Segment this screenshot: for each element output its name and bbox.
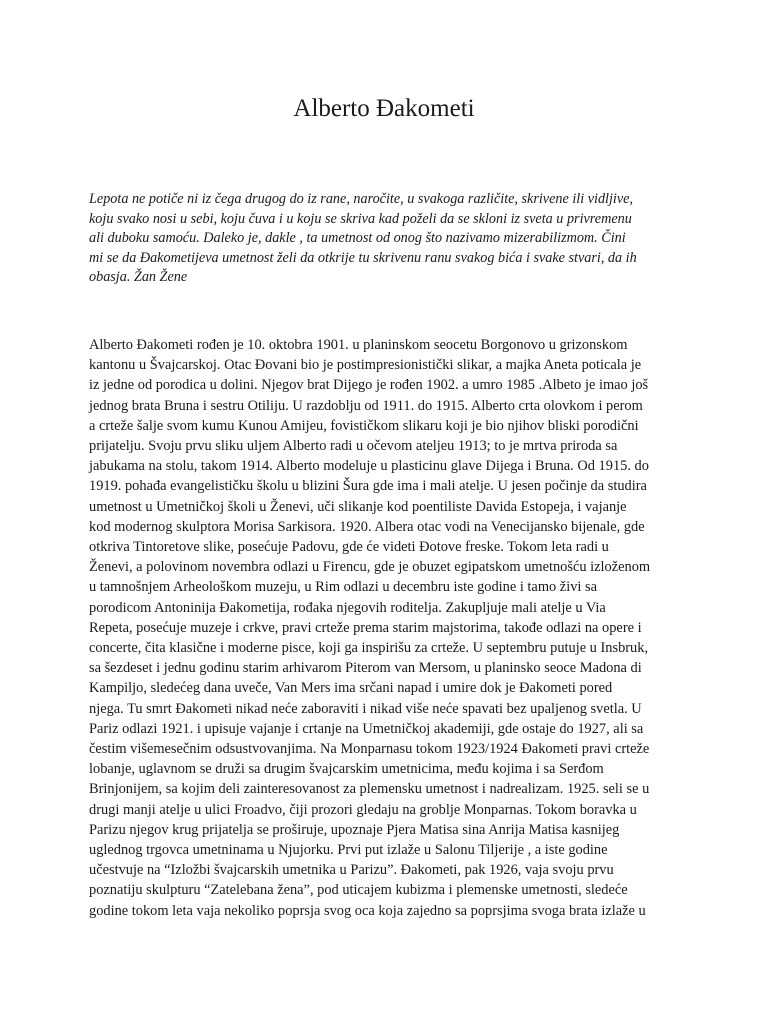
biography-paragraph <box>89 335 684 921</box>
paragraph-line: Parizu njegov krug prijatelja se proširuje, upoznaje Pjera Matisa sina Anrija Matisa kasnijeg <box>89 821 620 838</box>
paragraph-line: 1919. pohađa evangelističku školu u blizini Šura gde ima i mali atelje. U jesen počinje da studira <box>89 478 647 495</box>
paragraph-line: Brinjonijem, sa kojim deli zainteresovanost za plemensku umetnost i nadrealizam. 1925. seli se u <box>89 781 650 798</box>
epigraph-line: obasja. Žan Žene <box>89 269 188 286</box>
paragraph-line: u tamnošnjem Arheološkom muzeju, u Rim odlazi u decembru iste godine i tamo živi sa <box>89 579 597 596</box>
paragraph-line: prijatelju. Svoju prvu sliku uljem Alberto radi u očevom atelјeu 1913; to je mrtva priroda sa <box>89 438 618 455</box>
paragraph-line: lobanje, uglavnom se druži sa drugim švajcarskim umetnicima, među kojima i sa Serđom <box>89 761 604 778</box>
paragraph-line: sa šezdeset i jednu godinu starim arhivarom Piterom van Mersom, u planinsko seoce Madona di <box>89 660 642 677</box>
paragraph-line: kantonu u Švajcarskoj. Otac Đovani bio je postimpresionistički slikar, a majka Aneta poticala je <box>89 357 642 374</box>
paragraph-line: učestvuje na “Izložbi švajcarskih umetnika u Parizu”. Đakometi, pak 1926, vaja svoju prvu <box>89 862 614 879</box>
paragraph-line: umetnost u Umetničkoj školi u Ženevi, uči slikanje kod poentiliste Davida Estopeja, i vajanje <box>89 498 627 515</box>
paragraph-line: čestim višemesečnim odsustvovanjima. Na Monparnasu tokom 1923/1924 Đakometi pravi crteže <box>89 741 650 758</box>
epigraph-quote <box>89 190 679 288</box>
epigraph-line: Lepota ne potiče ni iz čega drugog do iz rane, naročite, u svakoga različite, skrivene ili vidljive, <box>89 191 634 207</box>
paragraph-line: concerte, čita klasične i moderne pisce, koji ga inspirišu za crteže. U septembru putuje u Insbruk, <box>89 640 649 657</box>
paragraph-line: kod modernog skulptora Morisa Sarkisora. 1920. Albera otac vodi na Venecijansko bijenale, gde <box>89 518 645 535</box>
paragraph-line: a crteže šalje svom kumu Kunou Amijeu, fovističkom slikaru koji je bio njihov bliski porodični <box>89 417 639 434</box>
paragraph-line: Pariz odlazi 1921. i upisuje vajanje i crtanje na Umetničkoj akademiji, gde ostaje do 1927, ali sa <box>89 720 644 737</box>
epigraph-line: koju svako nosi u sebi, koju čuva i u koju se skriva kad poželi da se skloni iz sveta u privremenu <box>89 210 632 227</box>
paragraph-line: iz jedne od porodica u dolini. Njegov brat Dijego je rođen 1902. a umro 1985 .Albeto je imao još <box>89 377 649 394</box>
paragraph-line: uglednog trgovca umetninama u Njujorku. Prvi put izlaže u Salonu Tiljerije , a iste godine <box>89 842 608 859</box>
paragraph-line: Alberto Đakometi rođen je 10. oktobra 1901. u planinskom seocetu Borgonovo u grizonskom <box>89 337 628 353</box>
paragraph-line: porodicom Antoninija Đakometija, rođaka njegovih roditelja. Zakupljuje mali atelje u Via <box>89 599 606 616</box>
document-title: Alberto Đakometi <box>293 95 475 122</box>
paragraph-line: godine tokom leta vaja nekoliko poprsja svog oca koja zajedno sa poprsjima svoga brata izlaže u <box>89 902 646 919</box>
epigraph-line: mi se da Đakometijeva umetnost želi da otkrije tu skrivenu ranu svakog bića i svake stvari, da ih <box>89 249 637 266</box>
paragraph-line: Ženevi, a polovinom novembra odlazi u Firencu, gde je obuzet egipatskom umetnošću izloženom <box>89 559 651 576</box>
paragraph-line: otkriva Tintoretove slike, posećuje Padovu, gde će videti Đotove freske. Tokom leta radi u <box>89 539 609 556</box>
paragraph-line: jednog brata Bruna i sestru Otiliju. U razdoblju od 1911. do 1915. Alberto crta olovkom i perom <box>89 397 643 414</box>
paragraph-line: njega. Tu smrt Đakometi nikad neće zaboraviti i nikad više neće spavati bez upaljenog svetla. U <box>89 700 642 717</box>
paragraph-line: poznatiju skulpturu “Zatelebana žena”, pod uticajem kubizma i plemenske umetnosti, sledeće <box>89 882 628 899</box>
paragraph-line: Repeta, posećuje muzeje i crkve, pravi crteže prema starim majstorima, takođe odlazi na opere i <box>89 619 642 636</box>
epigraph-line: ali duboku samoću. Daleko je, dakle , ta umetnost od onog što nazivamo mizerabilizmom. Čini <box>89 230 626 247</box>
paragraph-line: jabukama na stolu, takom 1914. Alberto modeluje u plasticinu glave Dijega i Bruna. Od 1915. do <box>89 458 649 475</box>
paragraph-line: drugi manji atelje u ulici Froadvo, čiji prozori gledaju na groblje Monparnas. Tokom boravka u <box>89 801 637 818</box>
paragraph-line: Kampiljo, sledećeg dana uveče, Van Mers ima srčani napad i umire dok je Đakometi pored <box>89 680 613 697</box>
